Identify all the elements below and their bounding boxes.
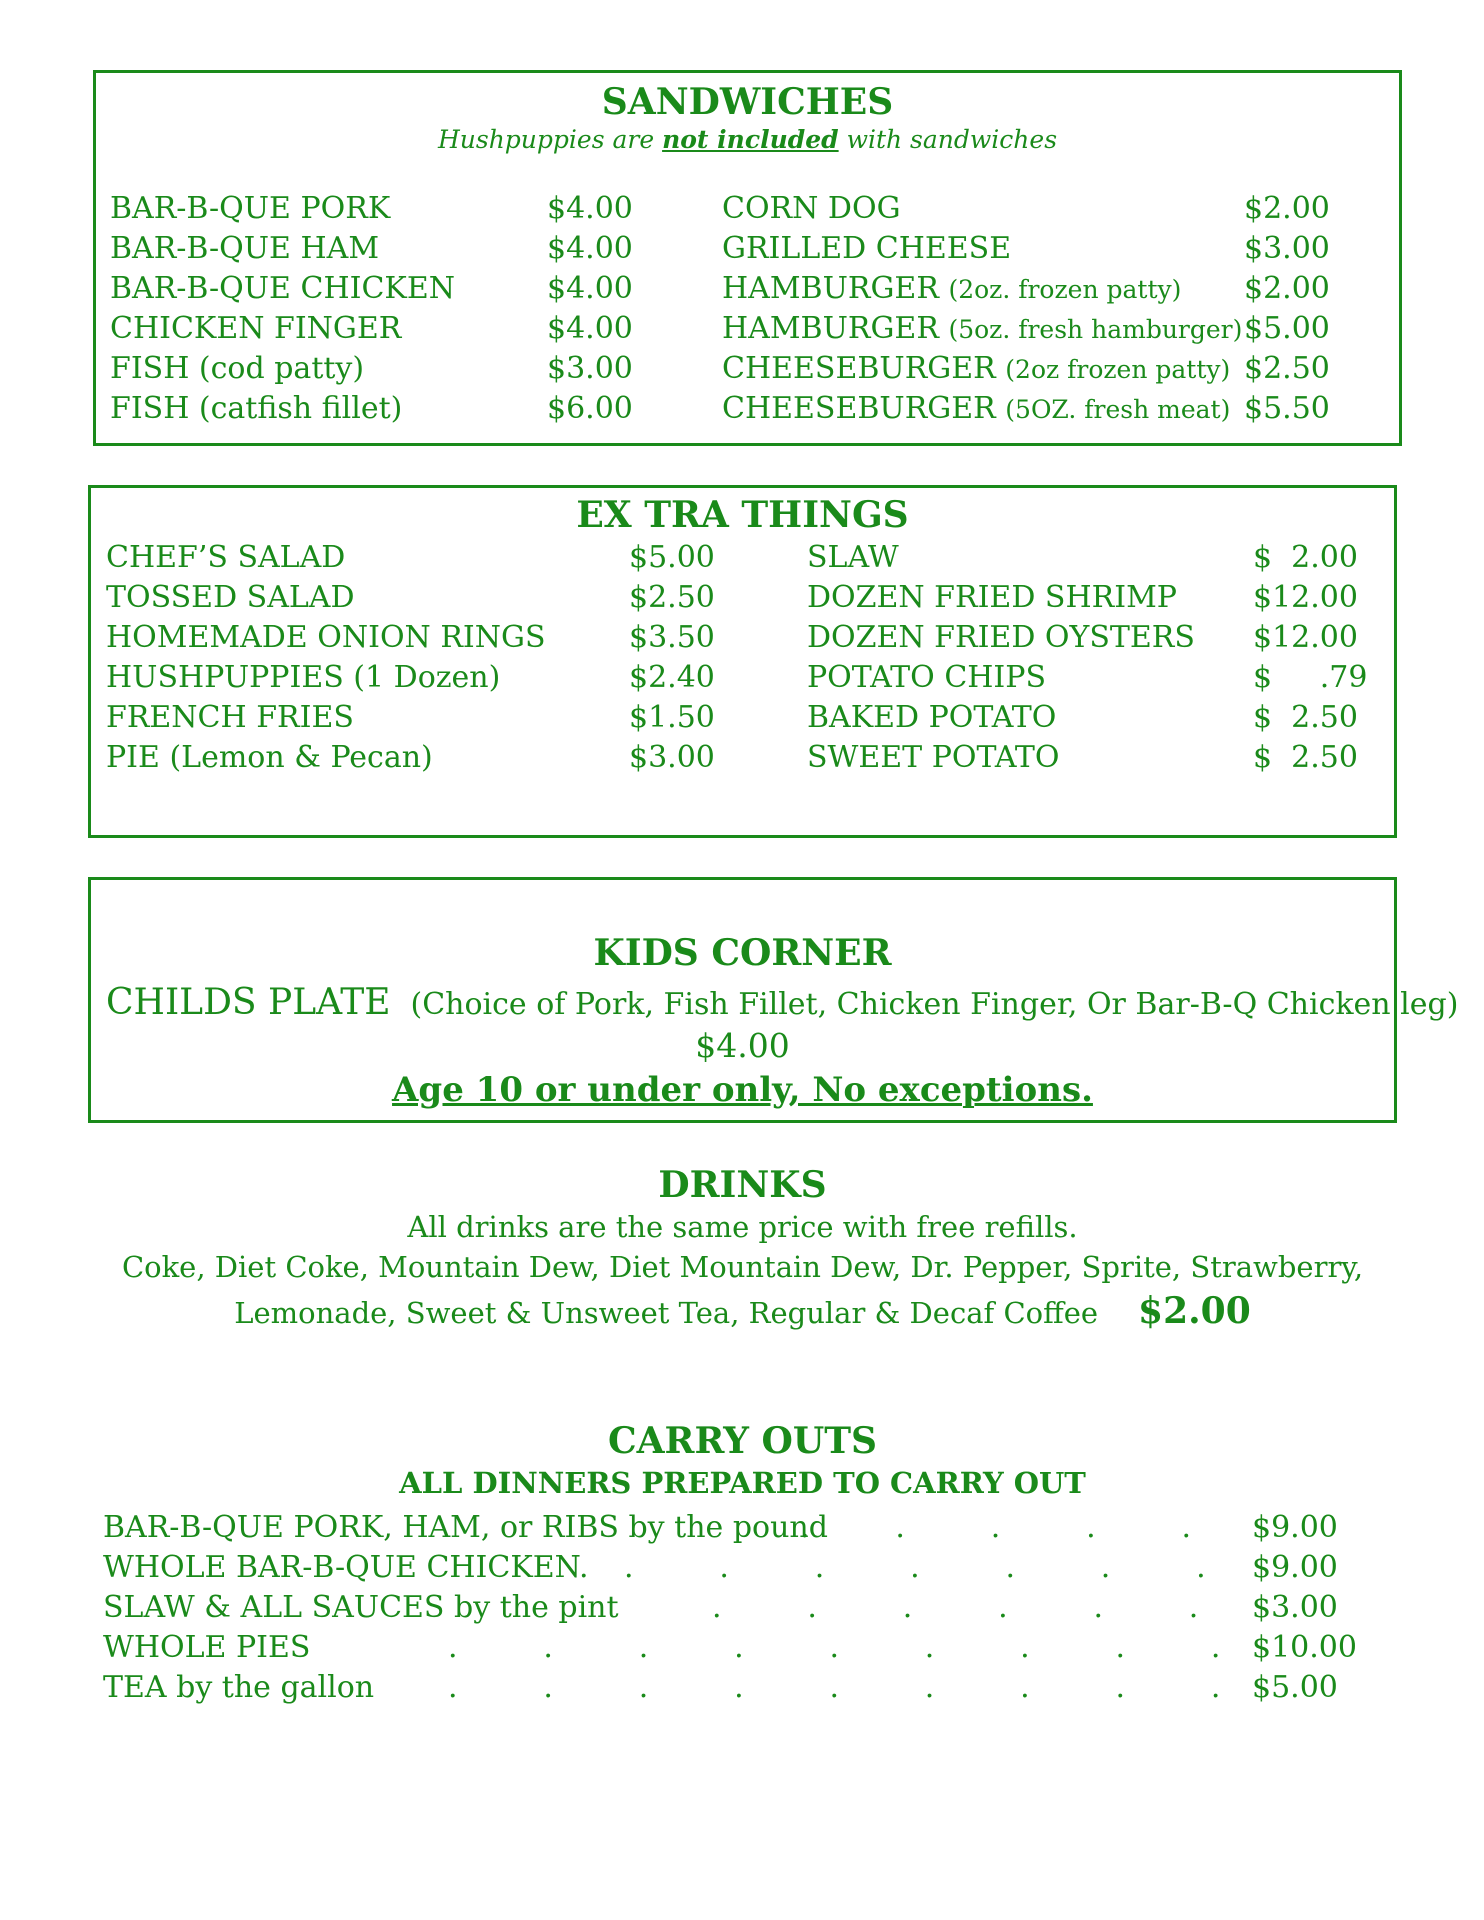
kids-age-rule: Age 10 or under only, No exceptions. bbox=[392, 1070, 1093, 1110]
extra-item-name: HOMEMADE ONION RINGS bbox=[106, 620, 546, 655]
extra-item-name: HUSHPUPPIES (1 Dozen) bbox=[106, 660, 501, 695]
childs-plate-choice: (Choice of Pork, Fish Fillet, Chicken Finger, Or Bar-B-Q Chicken leg) bbox=[410, 987, 1459, 1022]
sandwich-item-name: FISH (catfish fillet) bbox=[110, 391, 403, 426]
extra-item-price: $2.50 bbox=[629, 580, 715, 615]
extra-item-name: CHEF’S SALAD bbox=[106, 540, 346, 575]
leader-dots: . . . . . . . bbox=[624, 1550, 1206, 1585]
sandwich-item-name: BAR-B-QUE PORK bbox=[110, 191, 391, 226]
sandwich-item-price: $6.00 bbox=[547, 391, 633, 426]
extras-section bbox=[88, 485, 1397, 838]
sandwich-item-name: CHEESEBURGER (5OZ. fresh meat) bbox=[722, 391, 1231, 426]
drinks-list-line: Lemonade, Sweet & Unsweet Tea, Regular & Decaf Coffee $2.00 bbox=[234, 1290, 1251, 1332]
leader-dots: . . . . . . . . . bbox=[448, 1630, 1221, 1665]
extra-item-name: POTATO CHIPS bbox=[807, 660, 1047, 695]
sandwich-item-name: CORN DOG bbox=[722, 191, 901, 226]
childs-plate-label: CHILDS PLATE bbox=[106, 982, 391, 1023]
carryout-item-price: $10.00 bbox=[1252, 1630, 1357, 1665]
sandwich-item-price: $4.00 bbox=[547, 191, 633, 226]
extra-item-name: DOZEN FRIED SHRIMP bbox=[807, 580, 1177, 615]
carryout-item-name: WHOLE BAR-B-QUE CHICKEN. bbox=[103, 1550, 589, 1585]
sandwich-item-name: HAMBURGER (2oz. frozen patty) bbox=[722, 271, 1182, 306]
sandwich-item-price: $5.50 bbox=[1244, 391, 1330, 426]
sandwich-item-name: CHICKEN FINGER bbox=[110, 311, 402, 346]
sandwiches-note: Hushpuppies are not included with sandwiches bbox=[437, 125, 1058, 154]
extra-item-name: PIE (Lemon & Pecan) bbox=[106, 740, 433, 775]
sandwich-item-price: $4.00 bbox=[547, 271, 633, 306]
sandwich-item-price: $2.00 bbox=[1244, 191, 1330, 226]
extra-item-price: $3.50 bbox=[629, 620, 715, 655]
extra-item-price: $ 2.50 bbox=[1253, 700, 1358, 735]
extra-item-name: FRENCH FRIES bbox=[106, 700, 354, 735]
sandwich-item-name: BAR-B-QUE CHICKEN bbox=[110, 271, 455, 306]
sandwich-item-price: $2.00 bbox=[1244, 271, 1330, 306]
not-included-emphasis: not included bbox=[662, 125, 839, 154]
kids-section bbox=[88, 877, 1459, 1123]
drinks-note: All drinks are the same price with free refills. bbox=[407, 1210, 1078, 1244]
extra-item-name: SWEET POTATO bbox=[807, 740, 1060, 775]
sandwich-item-name: GRILLED CHEESE bbox=[722, 231, 1012, 266]
extra-item-price: $12.00 bbox=[1253, 620, 1358, 655]
extra-item-price: $2.40 bbox=[629, 660, 715, 695]
kids-plate-line bbox=[106, 980, 1458, 1028]
carryout-item-price: $3.00 bbox=[1252, 1590, 1338, 1625]
sandwiches-section bbox=[93, 70, 1402, 446]
leader-dots: . . . . . . bbox=[712, 1590, 1199, 1625]
sandwich-item-price: $3.00 bbox=[547, 351, 633, 386]
sandwich-item-price: $3.00 bbox=[1244, 231, 1330, 266]
sandwich-item-name: FISH (cod patty) bbox=[110, 351, 365, 386]
carryout-item-name: TEA by the gallon bbox=[103, 1670, 375, 1705]
extra-item-price: $3.00 bbox=[629, 740, 715, 775]
carryouts-title: CARRY OUTS bbox=[607, 1420, 878, 1462]
drinks-title: DRINKS bbox=[658, 1164, 827, 1206]
kids-price: $4.00 bbox=[695, 1026, 790, 1065]
extra-item-name: DOZEN FRIED OYSTERS bbox=[807, 620, 1195, 655]
carryouts-subtitle: ALL DINNERS PREPARED TO CARRY OUT bbox=[399, 1466, 1086, 1500]
extra-item-name: SLAW bbox=[807, 540, 899, 575]
carryout-item-price: $9.00 bbox=[1252, 1550, 1338, 1585]
drinks-section bbox=[88, 1158, 1397, 1338]
sandwich-item-price: $4.00 bbox=[547, 311, 633, 346]
sandwich-item-price: $2.50 bbox=[1244, 351, 1330, 386]
extra-item-price: $12.00 bbox=[1253, 580, 1358, 615]
extra-item-price: $5.00 bbox=[629, 540, 715, 575]
carryout-item-name: BAR-B-QUE PORK, HAM, or RIBS by the pound bbox=[103, 1510, 828, 1545]
extra-item-price: $ .79 bbox=[1253, 660, 1368, 695]
extra-item-name: TOSSED SALAD bbox=[106, 580, 355, 615]
sandwich-item-price: $4.00 bbox=[547, 231, 633, 266]
sandwich-item-name: HAMBURGER (5oz. fresh hamburger) bbox=[722, 311, 1243, 346]
carryout-item-name: SLAW & ALL SAUCES by the pint bbox=[103, 1590, 619, 1625]
extra-item-price: $ 2.50 bbox=[1253, 740, 1358, 775]
sandwich-item-name: BAR-B-QUE HAM bbox=[110, 231, 380, 266]
carryout-item-price: $9.00 bbox=[1252, 1510, 1338, 1545]
carryouts-section bbox=[88, 1420, 1397, 1720]
sandwiches-title: SANDWICHES bbox=[601, 81, 894, 123]
extra-item-name: BAKED POTATO bbox=[807, 700, 1057, 735]
extras-title: EX TRA THINGS bbox=[576, 494, 909, 536]
sandwich-item-price: $5.00 bbox=[1244, 311, 1330, 346]
extra-item-price: $1.50 bbox=[629, 700, 715, 735]
leader-dots: . . . . . . . . . bbox=[448, 1670, 1221, 1705]
leader-dots: . . . . . bbox=[800, 1510, 1191, 1545]
drinks-price: $2.00 bbox=[1138, 1290, 1251, 1332]
sandwich-item-name: CHEESEBURGER (2oz frozen patty) bbox=[722, 351, 1231, 386]
kids-title: KIDS CORNER bbox=[593, 932, 892, 974]
carryout-item-price: $5.00 bbox=[1252, 1670, 1338, 1705]
carryout-item-name: WHOLE PIES bbox=[103, 1630, 311, 1665]
extra-item-price: $ 2.00 bbox=[1253, 540, 1358, 575]
drinks-list-line: Coke, Diet Coke, Mountain Dew, Diet Mountain Dew, Dr. Pepper, Sprite, Strawberry, bbox=[121, 1250, 1364, 1284]
